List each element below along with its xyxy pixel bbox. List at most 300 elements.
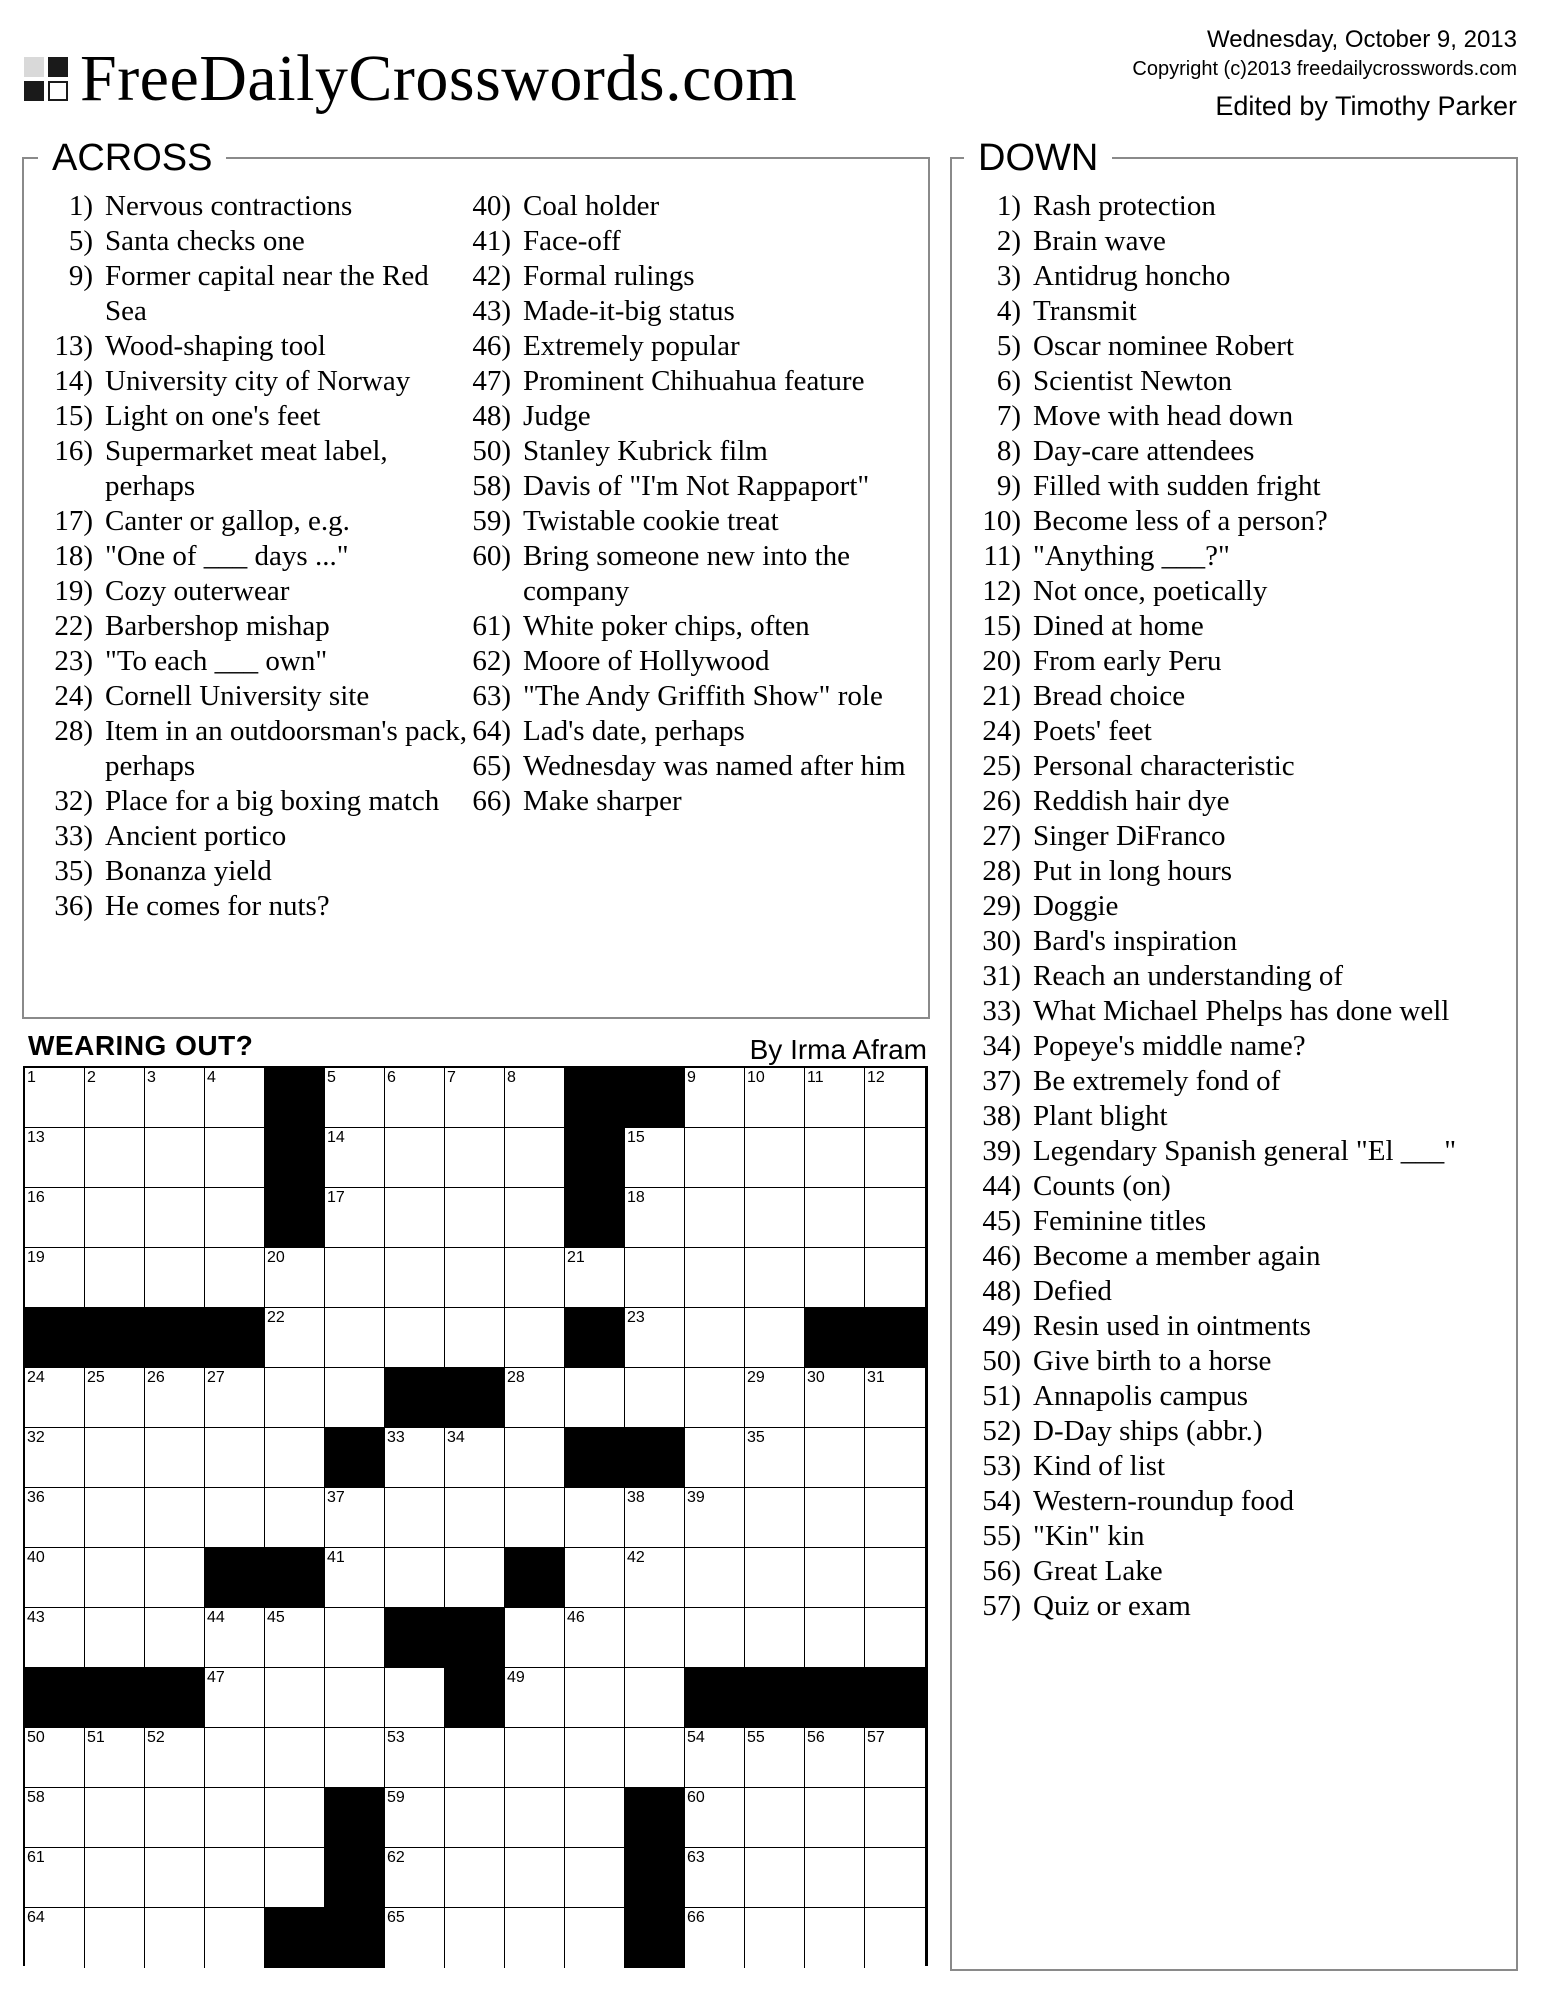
- grid-cell[interactable]: [205, 1728, 265, 1788]
- grid-cell[interactable]: [25, 1128, 85, 1188]
- cell-number: 30: [807, 1369, 825, 1386]
- grid-cell[interactable]: [805, 1848, 865, 1908]
- grid-cell[interactable]: [805, 1548, 865, 1608]
- grid-cell[interactable]: [85, 1488, 145, 1548]
- clue-text: University city of Norway: [105, 365, 411, 397]
- grid-cell[interactable]: [205, 1248, 265, 1308]
- grid-cell[interactable]: [625, 1248, 685, 1308]
- grid-cell[interactable]: [625, 1548, 685, 1608]
- clue-number: 1): [68, 190, 93, 222]
- clue-text: Barbershop mishap: [105, 610, 330, 642]
- cell-number: 61: [27, 1849, 45, 1866]
- grid-cell[interactable]: [205, 1848, 265, 1908]
- grid-cell[interactable]: [85, 1248, 145, 1308]
- grid-cell[interactable]: [745, 1068, 805, 1128]
- grid-black-square: [325, 1788, 385, 1848]
- grid-cell[interactable]: [265, 1848, 325, 1908]
- grid-cell[interactable]: [205, 1788, 265, 1848]
- clue-item: [52, 714, 472, 784]
- grid-cell[interactable]: [685, 1368, 745, 1428]
- grid-cell[interactable]: [625, 1308, 685, 1368]
- grid-cell[interactable]: [445, 1488, 505, 1548]
- cell-number: 3: [147, 1069, 156, 1086]
- grid-cell[interactable]: [265, 1668, 325, 1728]
- cell-number: 57: [867, 1729, 885, 1746]
- grid-cell[interactable]: [85, 1068, 145, 1128]
- grid-cell[interactable]: [385, 1848, 445, 1908]
- grid-cell[interactable]: [325, 1488, 385, 1548]
- clue-text: Judge: [523, 400, 591, 432]
- grid-cell[interactable]: [805, 1248, 865, 1308]
- grid-cell[interactable]: [145, 1248, 205, 1308]
- grid-cell[interactable]: [805, 1428, 865, 1488]
- grid-cell[interactable]: [745, 1248, 805, 1308]
- grid-cell[interactable]: [685, 1728, 745, 1788]
- grid-cell[interactable]: [205, 1428, 265, 1488]
- site-name: FreeDailyCrosswords.com: [80, 42, 798, 115]
- grid-cell[interactable]: [805, 1608, 865, 1668]
- cell-number: 19: [27, 1249, 45, 1266]
- grid-cell[interactable]: [805, 1488, 865, 1548]
- clue-number: 53): [982, 1450, 1021, 1482]
- grid-cell[interactable]: [445, 1128, 505, 1188]
- clue-item: [980, 1099, 1510, 1134]
- grid-cell[interactable]: [745, 1308, 805, 1368]
- grid-cell[interactable]: [265, 1428, 325, 1488]
- grid-cell[interactable]: [85, 1548, 145, 1608]
- grid-cell[interactable]: [325, 1728, 385, 1788]
- grid-cell[interactable]: [25, 1188, 85, 1248]
- clue-item: [52, 819, 472, 854]
- grid-cell[interactable]: [505, 1428, 565, 1488]
- grid-cell[interactable]: [505, 1188, 565, 1248]
- grid-cell[interactable]: [145, 1428, 205, 1488]
- clue-text: Give birth to a horse: [1033, 1345, 1272, 1377]
- grid-cell[interactable]: [685, 1788, 745, 1848]
- grid-black-square: [325, 1848, 385, 1908]
- grid-cell[interactable]: [25, 1788, 85, 1848]
- grid-black-square: [265, 1548, 325, 1608]
- grid-cell[interactable]: [85, 1608, 145, 1668]
- grid-cell[interactable]: [385, 1488, 445, 1548]
- grid-cell[interactable]: [385, 1668, 445, 1728]
- clue-number: 7): [996, 400, 1021, 432]
- clue-item: [980, 784, 1510, 819]
- grid-cell[interactable]: [745, 1788, 805, 1848]
- grid-cell[interactable]: [325, 1248, 385, 1308]
- clue-number: 34): [982, 1030, 1021, 1062]
- grid-cell[interactable]: [145, 1548, 205, 1608]
- grid-cell[interactable]: [205, 1068, 265, 1128]
- clue-item: [470, 329, 920, 364]
- cell-number: 44: [207, 1609, 225, 1626]
- grid-black-square: [145, 1308, 205, 1368]
- cell-number: 17: [327, 1189, 345, 1206]
- grid-cell[interactable]: [145, 1368, 205, 1428]
- grid-cell[interactable]: [685, 1068, 745, 1128]
- grid-cell[interactable]: [805, 1128, 865, 1188]
- grid-cell[interactable]: [745, 1128, 805, 1188]
- grid-cell[interactable]: [745, 1908, 805, 1968]
- grid-cell[interactable]: [745, 1488, 805, 1548]
- grid-cell[interactable]: [505, 1668, 565, 1728]
- clue-number: 5): [996, 330, 1021, 362]
- grid-cell[interactable]: [145, 1128, 205, 1188]
- grid-black-square: [265, 1188, 325, 1248]
- grid-cell[interactable]: [565, 1668, 625, 1728]
- grid-cell[interactable]: [325, 1608, 385, 1668]
- clue-item: [980, 1309, 1510, 1344]
- grid-cell[interactable]: [205, 1368, 265, 1428]
- grid-black-square: [625, 1068, 685, 1128]
- clue-number: 22): [54, 610, 93, 642]
- grid-cell[interactable]: [865, 1488, 925, 1548]
- grid-cell[interactable]: [565, 1728, 625, 1788]
- clue-item: [980, 1519, 1510, 1554]
- grid-cell[interactable]: [505, 1788, 565, 1848]
- grid-cell[interactable]: [745, 1368, 805, 1428]
- grid-cell[interactable]: [325, 1548, 385, 1608]
- grid-cell[interactable]: [565, 1248, 625, 1308]
- grid-cell[interactable]: [385, 1908, 445, 1968]
- grid-cell[interactable]: [445, 1908, 505, 1968]
- grid-cell[interactable]: [325, 1368, 385, 1428]
- grid-cell[interactable]: [505, 1728, 565, 1788]
- clue-number: 62): [472, 645, 511, 677]
- grid-cell[interactable]: [325, 1128, 385, 1188]
- grid-cell[interactable]: [625, 1668, 685, 1728]
- grid-cell[interactable]: [25, 1728, 85, 1788]
- clue-item: [980, 1449, 1510, 1484]
- clue-number: 35): [54, 855, 93, 887]
- grid-cell[interactable]: [505, 1368, 565, 1428]
- grid-cell[interactable]: [85, 1368, 145, 1428]
- grid-cell[interactable]: [625, 1728, 685, 1788]
- grid-cell[interactable]: [25, 1368, 85, 1428]
- grid-cell[interactable]: [325, 1668, 385, 1728]
- grid-cell[interactable]: [865, 1788, 925, 1848]
- grid-cell[interactable]: [445, 1068, 505, 1128]
- grid-cell[interactable]: [445, 1788, 505, 1848]
- cell-number: 2: [87, 1069, 96, 1086]
- cell-number: 51: [87, 1729, 105, 1746]
- grid-cell[interactable]: [865, 1908, 925, 1968]
- clue-number: 49): [982, 1310, 1021, 1342]
- grid-cell[interactable]: [505, 1848, 565, 1908]
- grid-cell[interactable]: [25, 1908, 85, 1968]
- grid-cell[interactable]: [265, 1308, 325, 1368]
- grid-cell[interactable]: [565, 1488, 625, 1548]
- clue-item: [980, 819, 1510, 854]
- grid-cell[interactable]: [145, 1908, 205, 1968]
- clue-item: [980, 399, 1510, 434]
- grid-cell[interactable]: [25, 1488, 85, 1548]
- clue-item: [980, 1414, 1510, 1449]
- grid-cell[interactable]: [685, 1488, 745, 1548]
- clue-number: 48): [982, 1275, 1021, 1307]
- grid-cell[interactable]: [865, 1248, 925, 1308]
- grid-cell[interactable]: [25, 1608, 85, 1668]
- clue-number: 23): [54, 645, 93, 677]
- cell-number: 20: [267, 1249, 285, 1266]
- grid-cell[interactable]: [805, 1908, 865, 1968]
- clue-text: Davis of "I'm Not Rappaport": [523, 470, 870, 502]
- grid-cell[interactable]: [565, 1368, 625, 1428]
- grid-cell[interactable]: [745, 1848, 805, 1908]
- clue-text: Santa checks one: [105, 225, 305, 257]
- clue-text: Counts (on): [1033, 1170, 1171, 1202]
- grid-cell[interactable]: [505, 1068, 565, 1128]
- clue-item: [52, 329, 472, 364]
- cell-number: 9: [687, 1069, 696, 1086]
- clue-number: 46): [472, 330, 511, 362]
- logo-squares-icon: [24, 57, 68, 101]
- grid-cell[interactable]: [325, 1068, 385, 1128]
- clue-item: [470, 784, 920, 819]
- grid-cell[interactable]: [85, 1188, 145, 1248]
- clue-item: [980, 959, 1510, 994]
- grid-cell[interactable]: [205, 1488, 265, 1548]
- grid-cell[interactable]: [385, 1728, 445, 1788]
- grid-cell[interactable]: [145, 1848, 205, 1908]
- cell-number: 25: [87, 1369, 105, 1386]
- grid-cell[interactable]: [385, 1308, 445, 1368]
- clue-item: [470, 539, 920, 609]
- clue-item: [980, 539, 1510, 574]
- clue-number: 50): [472, 435, 511, 467]
- grid-cell[interactable]: [865, 1548, 925, 1608]
- grid-cell[interactable]: [865, 1428, 925, 1488]
- clue-item: [470, 434, 920, 469]
- clue-text: Defied: [1033, 1275, 1112, 1307]
- clue-number: 13): [54, 330, 93, 362]
- grid-cell[interactable]: [145, 1608, 205, 1668]
- grid-black-square: [445, 1368, 505, 1428]
- grid-cell[interactable]: [865, 1728, 925, 1788]
- grid-cell[interactable]: [385, 1068, 445, 1128]
- clue-item: [980, 434, 1510, 469]
- grid-cell[interactable]: [805, 1188, 865, 1248]
- grid-cell[interactable]: [205, 1608, 265, 1668]
- grid-cell[interactable]: [745, 1728, 805, 1788]
- editor-credit: Edited by Timothy Parker: [1215, 91, 1517, 121]
- grid-black-square: [205, 1548, 265, 1608]
- clue-text: Bread choice: [1033, 680, 1186, 712]
- grid-cell[interactable]: [145, 1188, 205, 1248]
- grid-cell[interactable]: [325, 1188, 385, 1248]
- grid-black-square: [625, 1908, 685, 1968]
- grid-cell[interactable]: [205, 1128, 265, 1188]
- clue-number: 16): [54, 435, 93, 467]
- clue-number: 41): [472, 225, 511, 257]
- grid-cell[interactable]: [805, 1068, 865, 1128]
- cell-number: 40: [27, 1549, 45, 1566]
- grid-cell[interactable]: [25, 1248, 85, 1308]
- clue-number: 42): [472, 260, 511, 292]
- grid-cell[interactable]: [265, 1368, 325, 1428]
- grid-cell[interactable]: [685, 1548, 745, 1608]
- clue-number: 46): [982, 1240, 1021, 1272]
- grid-cell[interactable]: [625, 1188, 685, 1248]
- grid-cell[interactable]: [685, 1128, 745, 1188]
- cell-number: 18: [627, 1189, 645, 1206]
- cell-number: 66: [687, 1909, 705, 1926]
- grid-cell[interactable]: [385, 1428, 445, 1488]
- clue-item: [470, 679, 920, 714]
- grid-cell[interactable]: [265, 1608, 325, 1668]
- clue-number: 20): [982, 645, 1021, 677]
- grid-cell[interactable]: [145, 1068, 205, 1128]
- grid-black-square: [85, 1308, 145, 1368]
- grid-cell[interactable]: [265, 1248, 325, 1308]
- grid-cell[interactable]: [265, 1728, 325, 1788]
- grid-cell[interactable]: [805, 1368, 865, 1428]
- grid-cell[interactable]: [565, 1908, 625, 1968]
- grid-cell[interactable]: [625, 1608, 685, 1668]
- grid-cell[interactable]: [625, 1488, 685, 1548]
- grid-cell[interactable]: [145, 1728, 205, 1788]
- grid-cell[interactable]: [805, 1788, 865, 1848]
- grid-black-square: [805, 1308, 865, 1368]
- grid-cell[interactable]: [85, 1728, 145, 1788]
- clue-text: Wednesday was named after him: [523, 750, 906, 782]
- grid-cell[interactable]: [685, 1428, 745, 1488]
- grid-cell[interactable]: [505, 1908, 565, 1968]
- clue-item: [980, 749, 1510, 784]
- clue-text: White poker chips, often: [523, 610, 810, 642]
- clue-number: 9): [68, 260, 93, 292]
- clue-item: [980, 1169, 1510, 1204]
- grid-black-square: [25, 1668, 85, 1728]
- grid-cell[interactable]: [85, 1788, 145, 1848]
- grid-cell[interactable]: [385, 1188, 445, 1248]
- grid-cell[interactable]: [505, 1608, 565, 1668]
- grid-cell[interactable]: [145, 1488, 205, 1548]
- grid-cell[interactable]: [205, 1908, 265, 1968]
- site-logo: [24, 42, 798, 115]
- grid-cell[interactable]: [85, 1848, 145, 1908]
- grid-cell[interactable]: [685, 1908, 745, 1968]
- cell-number: 45: [267, 1609, 285, 1626]
- cell-number: 14: [327, 1129, 345, 1146]
- grid-cell[interactable]: [805, 1728, 865, 1788]
- clue-number: 64): [472, 715, 511, 747]
- cell-number: 55: [747, 1729, 765, 1746]
- grid-cell[interactable]: [445, 1248, 505, 1308]
- grid-cell[interactable]: [25, 1428, 85, 1488]
- grid-cell[interactable]: [445, 1848, 505, 1908]
- clue-text: "Kin" kin: [1033, 1520, 1145, 1552]
- grid-cell[interactable]: [205, 1188, 265, 1248]
- grid-cell[interactable]: [205, 1668, 265, 1728]
- clue-number: 25): [982, 750, 1021, 782]
- grid-cell[interactable]: [385, 1788, 445, 1848]
- grid-cell[interactable]: [445, 1188, 505, 1248]
- grid-cell[interactable]: [565, 1608, 625, 1668]
- clue-item: [980, 1554, 1510, 1589]
- grid-cell[interactable]: [685, 1248, 745, 1308]
- clue-item: [980, 364, 1510, 399]
- grid-cell[interactable]: [385, 1248, 445, 1308]
- grid-cell[interactable]: [625, 1368, 685, 1428]
- cell-number: 53: [387, 1729, 405, 1746]
- grid-cell[interactable]: [505, 1248, 565, 1308]
- grid-cell[interactable]: [85, 1428, 145, 1488]
- clue-number: 17): [54, 505, 93, 537]
- grid-cell[interactable]: [385, 1548, 445, 1608]
- grid-cell[interactable]: [445, 1548, 505, 1608]
- grid-cell[interactable]: [85, 1128, 145, 1188]
- grid-cell[interactable]: [25, 1848, 85, 1908]
- grid-cell[interactable]: [565, 1848, 625, 1908]
- clue-item: [52, 889, 472, 924]
- cell-number: 63: [687, 1849, 705, 1866]
- grid-cell[interactable]: [745, 1548, 805, 1608]
- grid-cell[interactable]: [865, 1848, 925, 1908]
- cell-number: 1: [27, 1069, 36, 1086]
- grid-cell[interactable]: [685, 1848, 745, 1908]
- clue-item: [980, 644, 1510, 679]
- grid-cell[interactable]: [685, 1308, 745, 1368]
- grid-cell[interactable]: [865, 1128, 925, 1188]
- grid-cell[interactable]: [865, 1368, 925, 1428]
- cell-number: 54: [687, 1729, 705, 1746]
- grid-cell[interactable]: [865, 1068, 925, 1128]
- clue-text: Wood-shaping tool: [105, 330, 326, 362]
- grid-cell[interactable]: [85, 1908, 145, 1968]
- grid-cell[interactable]: [745, 1608, 805, 1668]
- grid-cell[interactable]: [565, 1548, 625, 1608]
- grid-cell[interactable]: [265, 1788, 325, 1848]
- clue-number: 18): [54, 540, 93, 572]
- clue-item: [52, 189, 472, 224]
- grid-cell[interactable]: [25, 1548, 85, 1608]
- grid-cell[interactable]: [685, 1608, 745, 1668]
- clue-number: 58): [472, 470, 511, 502]
- grid-cell[interactable]: [145, 1788, 205, 1848]
- grid-cell[interactable]: [505, 1128, 565, 1188]
- grid-cell[interactable]: [325, 1308, 385, 1368]
- grid-black-square: [505, 1548, 565, 1608]
- grid-cell[interactable]: [865, 1608, 925, 1668]
- grid-cell[interactable]: [505, 1488, 565, 1548]
- grid-cell[interactable]: [505, 1308, 565, 1368]
- grid-cell[interactable]: [385, 1128, 445, 1188]
- grid-cell[interactable]: [445, 1308, 505, 1368]
- grid-cell[interactable]: [625, 1128, 685, 1188]
- clue-text: Light on one's feet: [105, 400, 321, 432]
- grid-cell[interactable]: [745, 1188, 805, 1248]
- grid-cell[interactable]: [565, 1788, 625, 1848]
- grid-cell[interactable]: [445, 1428, 505, 1488]
- clue-item: [52, 679, 472, 714]
- cell-number: 43: [27, 1609, 45, 1626]
- grid-cell[interactable]: [25, 1068, 85, 1128]
- clue-number: 39): [982, 1135, 1021, 1167]
- grid-cell[interactable]: [685, 1188, 745, 1248]
- grid-cell[interactable]: [265, 1488, 325, 1548]
- clue-text: Plant blight: [1033, 1100, 1168, 1132]
- clue-item: [980, 1379, 1510, 1414]
- clue-number: 37): [982, 1065, 1021, 1097]
- clue-text: Annapolis campus: [1033, 1380, 1249, 1412]
- grid-cell[interactable]: [445, 1728, 505, 1788]
- cell-number: 34: [447, 1429, 465, 1446]
- cell-number: 41: [327, 1549, 345, 1566]
- clue-item: [980, 329, 1510, 364]
- grid-cell[interactable]: [745, 1428, 805, 1488]
- grid-cell[interactable]: [865, 1188, 925, 1248]
